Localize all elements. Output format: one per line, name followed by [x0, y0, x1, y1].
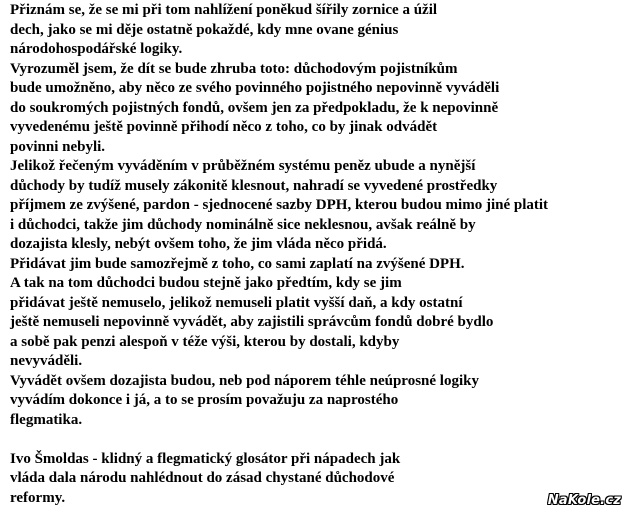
- text-line: bude umožněno, aby něco ze svého povinného pojistného nepovinně vyváděli: [10, 80, 500, 96]
- text-line: Jelikož řečeným vyváděním v průběžném systému peněz ubude a nynější: [10, 158, 476, 174]
- article-text: [10, 1, 622, 508]
- text-line: Přidávat jim bude samozřejmě z toho, co sami zaplatí na zvýšené DPH.: [10, 255, 465, 272]
- text-line: přidávat ještě nemuselo, jelikož nemuseli platit vyšší daň, a kdy ostatní: [10, 294, 463, 311]
- text-line: povinni nebyli.: [10, 138, 106, 155]
- text-line: Přiznám se, že se mi při tom nahlížení poněkud šířily zornice a úžil: [10, 2, 438, 18]
- text-line: ještě nemuseli nepovinně vyvádět, aby zajistili správcům fondů dobré bydlo: [10, 314, 494, 330]
- text-line: do soukromých pojistných fondů, ovšem jen za předpokladu, že k nepovinně: [10, 99, 499, 116]
- text-line: dech, jako se mi děje ostatně pokaždé, kdy mne ovane génius: [10, 21, 399, 38]
- text-line: Vyrozuměl jsem, že dít se bude zhruba toto: důchodovým pojistníkům: [10, 60, 458, 77]
- text-line: A tak na tom důchodci budou stejně jako předtím, kdy se jim: [10, 275, 402, 291]
- text-line: národohospodářské logiky.: [10, 41, 183, 57]
- signature-line: Ivo Šmoldas - klidný a flegmatický glosátor při nápadech jak: [10, 450, 401, 467]
- blank-line: [10, 430, 622, 450]
- signature-line: reformy.: [10, 489, 66, 506]
- text-line: důchody by tudíž musely zákonitě klesnout, nahradí se vyvedené prostředky: [10, 177, 498, 194]
- text-line: vyvádím dokonce i já, a to se prosím považuju za naprostého: [10, 392, 399, 408]
- site-watermark: NaKole.cz: [547, 493, 621, 508]
- text-line: flegmatika.: [10, 411, 83, 428]
- text-line: dozajista klesly, nebýt ovšem toho, že jim vláda něco přidá.: [10, 236, 387, 252]
- text-line: i důchodci, takže jim důchody nominálně sice neklesnou, avšak reálně by: [10, 216, 476, 233]
- text-line: a sobě pak penzi alespoň v téže výši, kterou by dostali, kdyby: [10, 333, 400, 350]
- text-line: nevyváděli.: [10, 353, 83, 369]
- text-line: Vyvádět ovšem dozajista budou, neb pod náporem téhle neúprosné logiky: [10, 372, 479, 389]
- signature-line: vláda dala národu nahlédnout do zásad chystané důchodové: [10, 470, 395, 486]
- text-line: příjmem ze zvýšené, pardon - sjednocené sazby DPH, kterou budou mimo jiné platit: [10, 197, 549, 213]
- text-line: vyvedenému ještě povinně přihodí něco z toho, co by jinak odvádět: [10, 119, 438, 135]
